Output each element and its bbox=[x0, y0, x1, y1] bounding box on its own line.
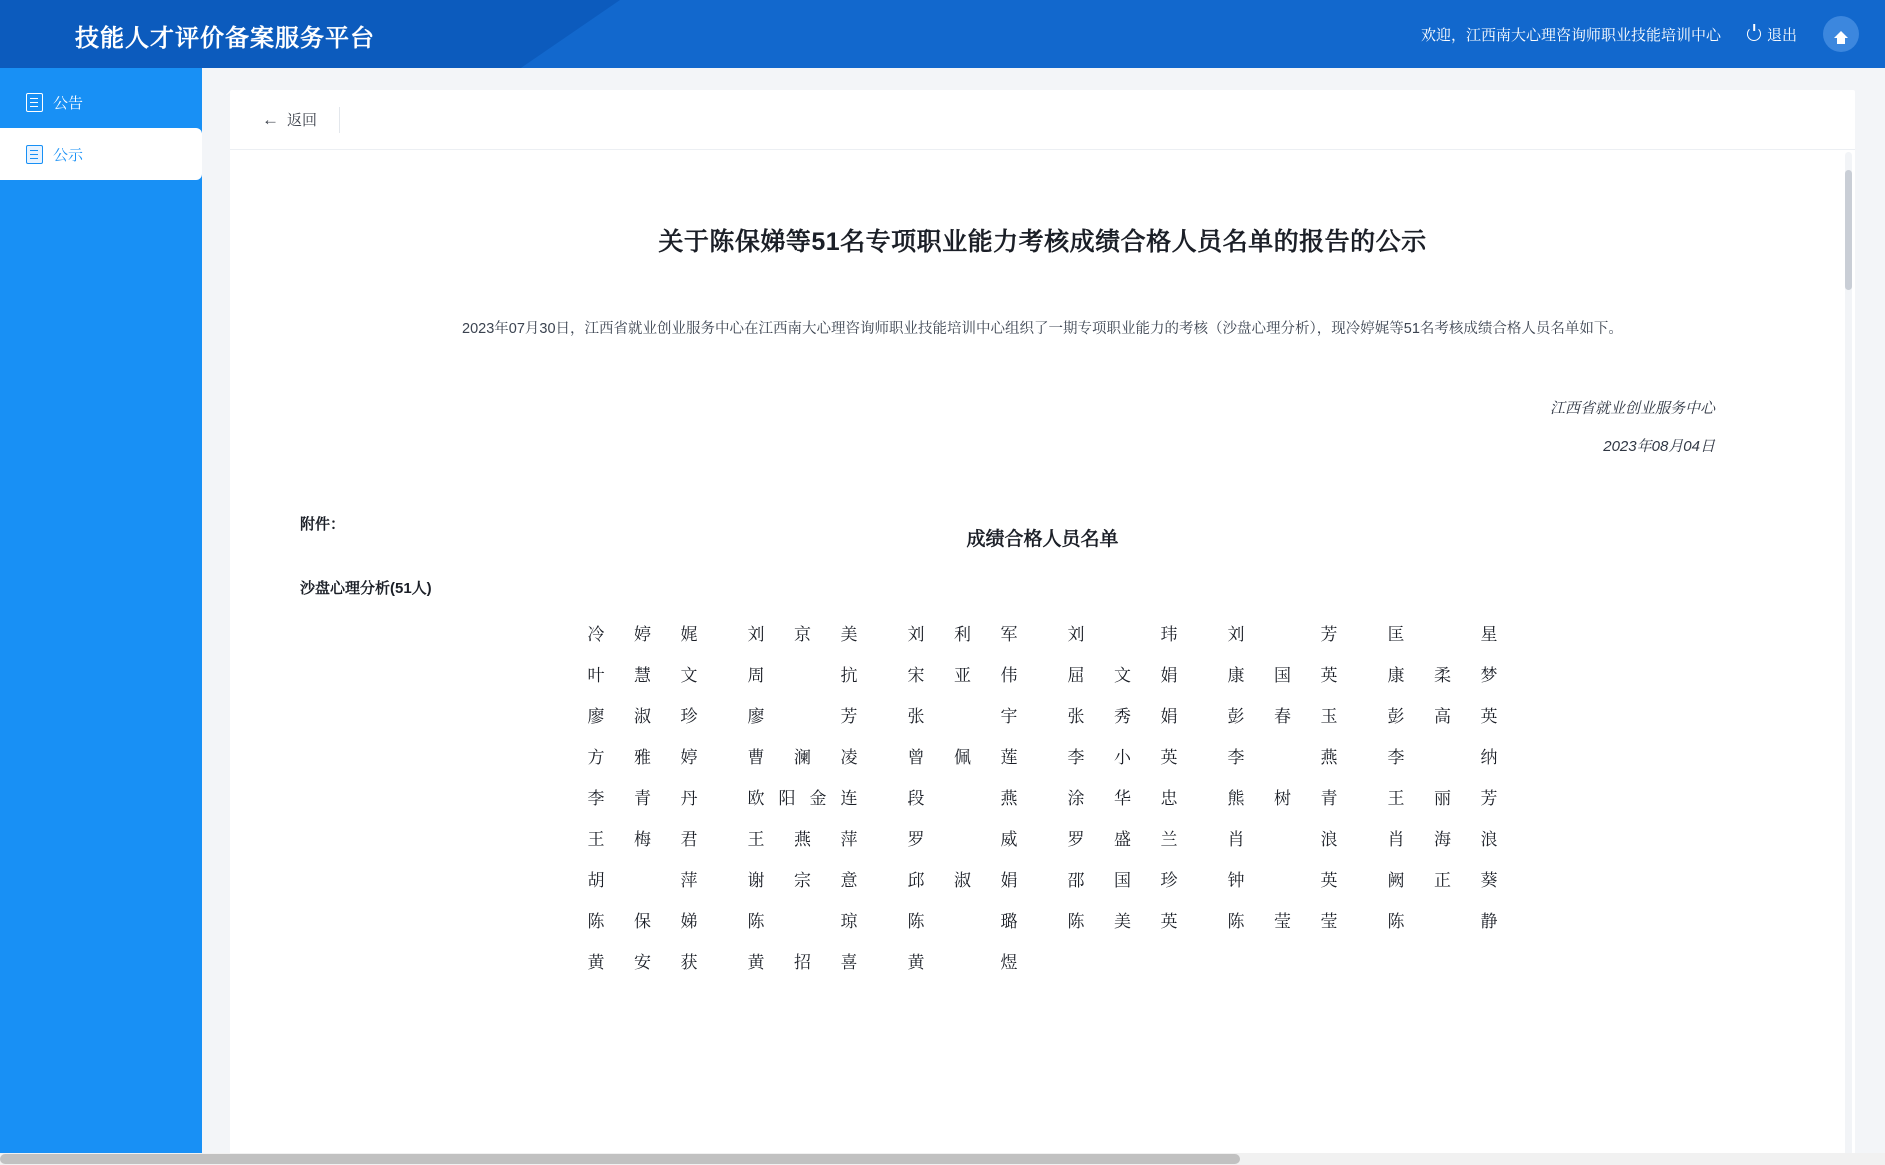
attachment-label: 附件： bbox=[300, 516, 346, 534]
name-cell bbox=[723, 702, 883, 727]
name-text: 陈 璐 bbox=[907, 912, 1018, 932]
name-cell bbox=[1363, 620, 1523, 645]
name-cell bbox=[1363, 866, 1523, 891]
document-title: 关于陈保娣等51名专项职业能力考核成绩合格人员名单的报告的公示 bbox=[658, 228, 1427, 256]
name-text: 方 雅 婷 bbox=[587, 748, 698, 768]
name-cell bbox=[563, 866, 723, 891]
name-cell bbox=[1043, 743, 1203, 768]
sidebar-item-announcement[interactable] bbox=[0, 76, 202, 128]
name-cell bbox=[1363, 825, 1523, 850]
name-text: 谢 宗 意 bbox=[747, 871, 858, 891]
name-text: 冷 婷 娓 bbox=[587, 625, 698, 645]
announcement-icon bbox=[26, 93, 43, 112]
name-text: 刘 芳 bbox=[1227, 625, 1338, 645]
qualified-names-grid bbox=[300, 620, 1785, 973]
panel-scrollbar-thumb[interactable] bbox=[1845, 170, 1852, 290]
logout-label: 退出 bbox=[1766, 26, 1797, 44]
name-text: 宋 亚 伟 bbox=[907, 666, 1018, 686]
name-text: 屈 文 娟 bbox=[1067, 666, 1178, 686]
name-cell bbox=[883, 661, 1043, 686]
panel-toolbar bbox=[230, 90, 1855, 150]
main-content bbox=[202, 68, 1885, 1165]
home-button[interactable] bbox=[1823, 16, 1859, 52]
name-text: 肖 海 浪 bbox=[1387, 830, 1498, 850]
back-button[interactable] bbox=[262, 109, 317, 130]
page-hscrollbar-track[interactable] bbox=[0, 1153, 1885, 1165]
name-text: 廖 芳 bbox=[747, 707, 858, 727]
header-right-area bbox=[1421, 0, 1859, 68]
sidebar-item-label: 公示 bbox=[53, 146, 84, 164]
name-cell bbox=[563, 784, 723, 809]
name-text: 欧 阳 金 连 bbox=[747, 789, 858, 809]
name-cell bbox=[883, 825, 1043, 850]
name-cell bbox=[1203, 866, 1363, 891]
name-text: 罗 盛 兰 bbox=[1067, 830, 1178, 850]
name-cell bbox=[883, 784, 1043, 809]
name-text: 李 小 英 bbox=[1067, 748, 1178, 768]
name-cell bbox=[883, 948, 1043, 973]
name-cell bbox=[723, 866, 883, 891]
group-label: 沙盘心理分析(51人) bbox=[300, 580, 432, 598]
name-text: 熊 树 青 bbox=[1227, 789, 1338, 809]
name-cell bbox=[1043, 784, 1203, 809]
name-cell bbox=[723, 784, 883, 809]
name-text: 胡 萍 bbox=[587, 871, 698, 891]
back-label: 返回 bbox=[287, 112, 318, 129]
document-intro: 2023年07月30日，江西省就业创业服务中心在江西南大心理咨询师职业技能培训中心组织了一期专项职业能力的考核（沙盘心理分析），现冷婷娓等51名考核成绩合格人员名单如下。 bbox=[462, 321, 1623, 337]
name-text: 王 丽 芳 bbox=[1387, 789, 1498, 809]
name-cell bbox=[883, 743, 1043, 768]
name-cell bbox=[723, 948, 883, 973]
name-cell bbox=[723, 620, 883, 645]
name-cell bbox=[723, 825, 883, 850]
welcome-text: 欢迎，江西南大心理咨询师职业技能培训中心 bbox=[1420, 26, 1721, 44]
name-text: 李 青 丹 bbox=[587, 789, 698, 809]
sidebar bbox=[0, 68, 202, 1165]
name-cell bbox=[883, 907, 1043, 932]
content-panel bbox=[230, 90, 1855, 1165]
name-text: 陈 琼 bbox=[747, 912, 858, 932]
name-text: 钟 英 bbox=[1227, 871, 1338, 891]
name-cell bbox=[1363, 702, 1523, 727]
name-cell bbox=[1363, 661, 1523, 686]
name-cell bbox=[883, 620, 1043, 645]
document-icon bbox=[26, 145, 43, 164]
name-text: 匡 星 bbox=[1387, 625, 1498, 645]
name-cell bbox=[1363, 743, 1523, 768]
name-cell bbox=[723, 661, 883, 686]
name-cell bbox=[883, 866, 1043, 891]
name-cell bbox=[723, 743, 883, 768]
name-text: 黄 煜 bbox=[907, 953, 1018, 973]
sidebar-item-publicity[interactable] bbox=[0, 128, 202, 180]
power-icon bbox=[1747, 27, 1761, 41]
name-text: 曹 澜 凌 bbox=[747, 748, 858, 768]
name-cell bbox=[1043, 907, 1203, 932]
name-text: 黄 安 获 bbox=[587, 953, 698, 973]
name-text: 彭 高 英 bbox=[1387, 707, 1498, 727]
name-text: 廖 淑 珍 bbox=[587, 707, 698, 727]
home-icon bbox=[1834, 31, 1848, 38]
name-text: 刘 利 军 bbox=[907, 625, 1018, 645]
name-text: 张 宇 bbox=[907, 707, 1018, 727]
name-text: 陈 静 bbox=[1387, 912, 1498, 932]
name-text: 邵 国 珍 bbox=[1067, 871, 1178, 891]
name-cell bbox=[1203, 907, 1363, 932]
name-cell bbox=[563, 620, 723, 645]
signature-date: 2023年08月04日 bbox=[1603, 437, 1715, 455]
name-cell bbox=[1043, 702, 1203, 727]
name-cell bbox=[1203, 784, 1363, 809]
name-cell bbox=[1203, 620, 1363, 645]
name-cell bbox=[1203, 702, 1363, 727]
name-text: 陈 莹 莹 bbox=[1227, 912, 1338, 932]
name-text: 康 国 英 bbox=[1227, 666, 1338, 686]
name-text: 张 秀 娟 bbox=[1067, 707, 1178, 727]
name-cell bbox=[1203, 661, 1363, 686]
name-text: 刘 京 美 bbox=[747, 625, 858, 645]
name-cell bbox=[563, 702, 723, 727]
signature-block bbox=[300, 390, 1785, 465]
name-text: 涂 华 忠 bbox=[1067, 789, 1178, 809]
name-text: 王 梅 君 bbox=[587, 830, 698, 850]
name-cell bbox=[1363, 784, 1523, 809]
toolbar-divider bbox=[339, 107, 340, 133]
name-text: 罗 威 bbox=[907, 830, 1018, 850]
name-cell bbox=[563, 743, 723, 768]
name-text: 康 柔 梦 bbox=[1387, 666, 1498, 686]
signature-org: 江西省就业创业服务中心 bbox=[1549, 400, 1715, 418]
panel-scrollbar-track[interactable] bbox=[1845, 152, 1852, 1162]
name-text: 李 燕 bbox=[1227, 748, 1338, 768]
name-text: 段 燕 bbox=[907, 789, 1018, 809]
name-text: 王 燕 萍 bbox=[747, 830, 858, 850]
sidebar-item-label: 公告 bbox=[53, 94, 84, 112]
name-cell bbox=[563, 948, 723, 973]
name-text: 周 抗 bbox=[747, 666, 858, 686]
name-text: 曾 佩 莲 bbox=[907, 748, 1018, 768]
name-cell bbox=[1203, 825, 1363, 850]
logout-button[interactable] bbox=[1747, 24, 1797, 45]
app-header bbox=[0, 0, 1885, 68]
arrow-left-icon: ← bbox=[262, 110, 279, 129]
document-body bbox=[230, 150, 1855, 1164]
name-text: 阙 正 葵 bbox=[1387, 871, 1498, 891]
name-cell bbox=[1363, 907, 1523, 932]
name-text: 刘 玮 bbox=[1067, 625, 1178, 645]
name-cell bbox=[1203, 743, 1363, 768]
name-text: 陈 保 娣 bbox=[587, 912, 698, 932]
name-cell bbox=[563, 825, 723, 850]
name-text: 彭 春 玉 bbox=[1227, 707, 1338, 727]
name-cell bbox=[1043, 825, 1203, 850]
page-hscrollbar-thumb[interactable] bbox=[0, 1154, 1240, 1164]
page-title: 技能人才评价备案服务平台 bbox=[75, 25, 375, 52]
name-cell bbox=[563, 661, 723, 686]
name-text: 陈 美 英 bbox=[1067, 912, 1178, 932]
name-cell bbox=[563, 907, 723, 932]
name-cell bbox=[1043, 661, 1203, 686]
list-title: 成绩合格人员名单 bbox=[966, 529, 1119, 551]
name-cell bbox=[883, 702, 1043, 727]
name-text: 李 纳 bbox=[1387, 748, 1498, 768]
name-text: 邱 淑 娟 bbox=[907, 871, 1018, 891]
name-text: 黄 招 喜 bbox=[747, 953, 858, 973]
name-cell bbox=[723, 907, 883, 932]
name-cell bbox=[1043, 866, 1203, 891]
name-cell bbox=[1043, 620, 1203, 645]
name-text: 叶 慧 文 bbox=[587, 666, 698, 686]
name-text: 肖 浪 bbox=[1227, 830, 1338, 850]
